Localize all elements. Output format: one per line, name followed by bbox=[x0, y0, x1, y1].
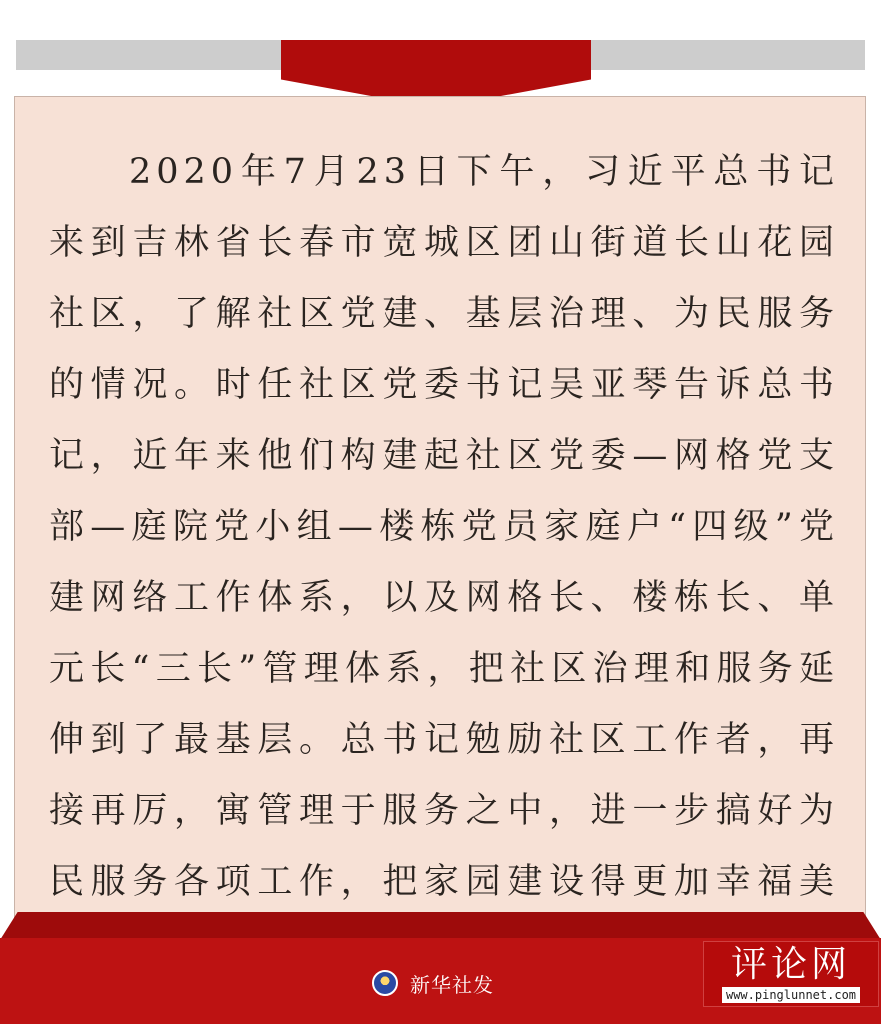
footer-ledge bbox=[0, 912, 881, 940]
xinhua-logo-icon bbox=[372, 970, 398, 996]
site-watermark bbox=[703, 941, 879, 1007]
article-body-text: 2020年7月23日下午，习近平总书记来到吉林省长春市宽城区团山街道长山花园社区，了解社区党建、基层治理、为民服务的情况。时任社区党委书记吴亚琴告诉总书记，近年来他们构建起社区党委—网格党支部—庭院党小组—楼栋党员家庭户“四级”党建网络工作体系，以及网格长、楼栋长、单元长“三长”管理体系，把社区治理和服务延伸到了最基层。总书记勉励社区工作者，再接再厉，寓管理于服务之中，进一步搞好为民服务各项工作，把家园建设得更加幸福美 bbox=[49, 152, 839, 902]
watermark-url: www.pinglunnet.com bbox=[722, 987, 860, 1003]
watermark-title: 评论网 bbox=[730, 944, 851, 985]
article-panel bbox=[14, 96, 866, 939]
source-label: 新华社发 bbox=[410, 972, 494, 997]
source-credit bbox=[372, 968, 494, 998]
